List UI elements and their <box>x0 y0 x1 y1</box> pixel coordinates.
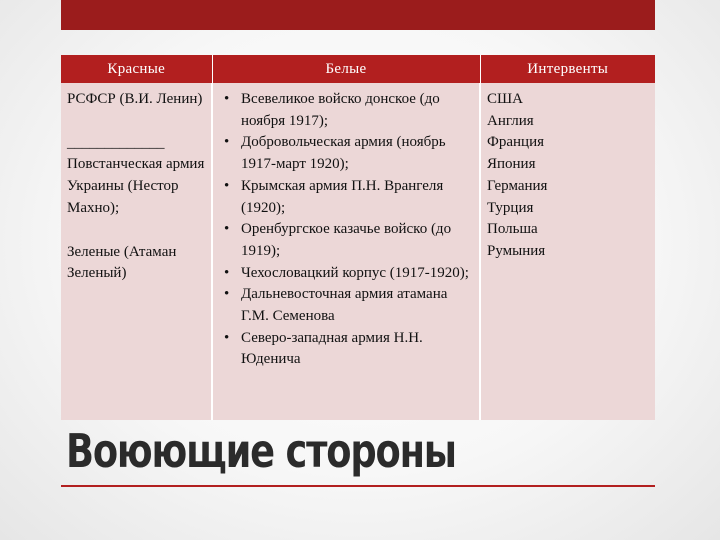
list-item: Франция <box>487 134 544 151</box>
list-item: • Чехословацкий корпус (1917-1920); <box>241 263 473 285</box>
list-item: • Северо-западная армия Н.Н. Юденича <box>241 328 473 371</box>
reds-cell <box>61 83 212 420</box>
sides-table <box>61 55 655 420</box>
header-reds: Красные <box>61 55 212 83</box>
list-item: Германия <box>487 177 548 194</box>
table-header-row <box>61 55 655 83</box>
slide-title: Воюющие стороны <box>66 424 456 478</box>
whites-cell <box>212 83 480 420</box>
list-item: • Оренбургское казачье войско (до 1919); <box>241 219 473 262</box>
reds-item-rsfsr: РСФСР (В.И. Ленин) <box>67 91 203 107</box>
list-item: Польша <box>487 221 538 238</box>
list-item: • Добровольческая армия (ноябрь 1917-март 1920); <box>241 132 473 175</box>
whites-list <box>219 89 473 371</box>
list-item: Англия <box>487 112 534 129</box>
list-item: • Всевеликое войско донское (до ноября 1917); <box>241 89 473 132</box>
table-row <box>61 83 655 420</box>
header-interventionists: Интервенты <box>480 55 655 83</box>
reds-item-makhno: _____________ Повстанческая армия Украины (Нестор Махно); <box>67 134 205 216</box>
reds-item-greens: Зеленые (Атаман Зеленый) <box>67 243 177 282</box>
list-item: Турция <box>487 199 534 216</box>
list-item: • Дальневосточная армия атамана Г.М. Семенова <box>241 284 473 327</box>
list-item: Япония <box>487 156 536 173</box>
interventionists-cell <box>480 83 655 420</box>
list-item: Румыния <box>487 242 546 259</box>
header-whites: Белые <box>212 55 480 83</box>
top-accent-band <box>61 0 655 30</box>
list-item: США <box>487 91 523 107</box>
list-item: • Крымская армия П.Н. Врангеля (1920); <box>241 176 473 219</box>
title-underline <box>61 485 655 487</box>
